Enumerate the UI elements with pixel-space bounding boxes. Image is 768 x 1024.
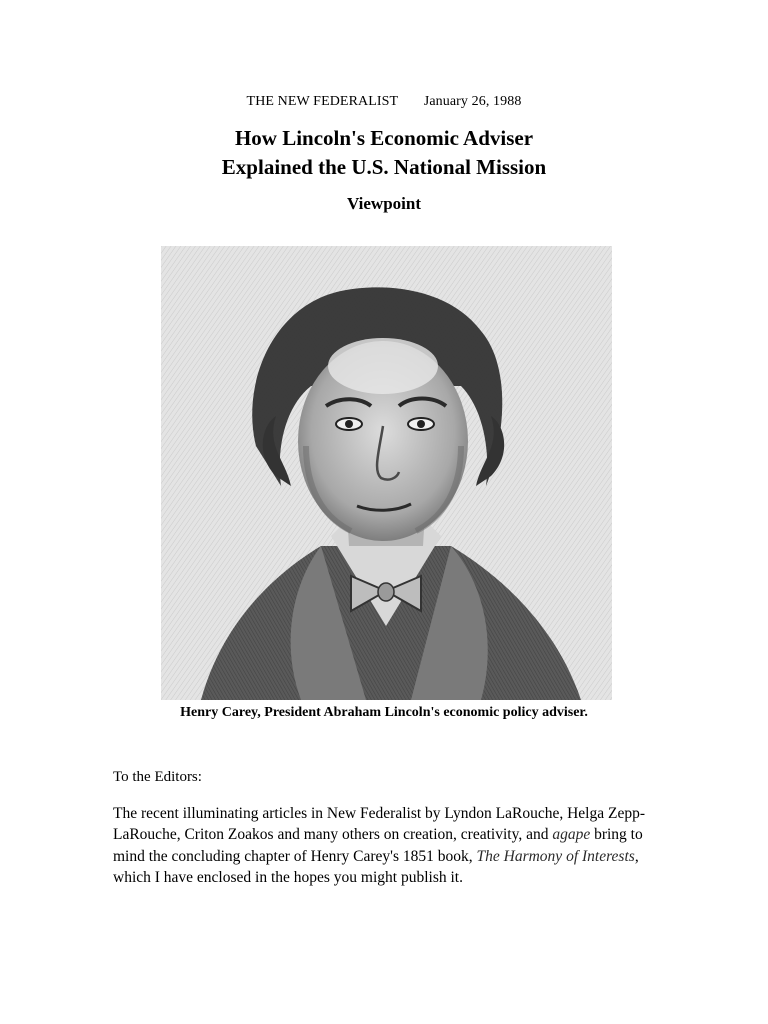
portrait-image (161, 246, 612, 700)
letter-text-part: bring to mind the concluding chapter of Henry Carey's 1851 book, (113, 826, 643, 865)
letter-text-part: , which I have enclosed in the hopes you might publish it. (113, 847, 639, 886)
publication-date: January 26, 1988 (423, 94, 522, 109)
agape-term: agape (552, 826, 591, 844)
headline-line-2: Explained the U.S. National Mission (221, 155, 547, 179)
letter-paragraph (113, 803, 673, 888)
letter-text-part: The recent illuminating articles in New Federalist by Lyndon LaRouche, Helga Zepp-LaRouche, Criton Zoakos and many others on creation, creativity, and (113, 805, 646, 844)
section-label: Viewpoint (347, 194, 421, 213)
letter-salutation: To the Editors: (113, 769, 202, 785)
headline (0, 124, 768, 182)
headline-line-1: How Lincoln's Economic Adviser (234, 126, 534, 150)
publication-name: THE NEW FEDERALIST (246, 94, 399, 109)
book-title: The Harmony of Interests (476, 847, 635, 865)
portrait-caption: Henry Carey, President Abraham Lincoln's economic policy adviser. (180, 705, 588, 720)
masthead (0, 94, 768, 110)
